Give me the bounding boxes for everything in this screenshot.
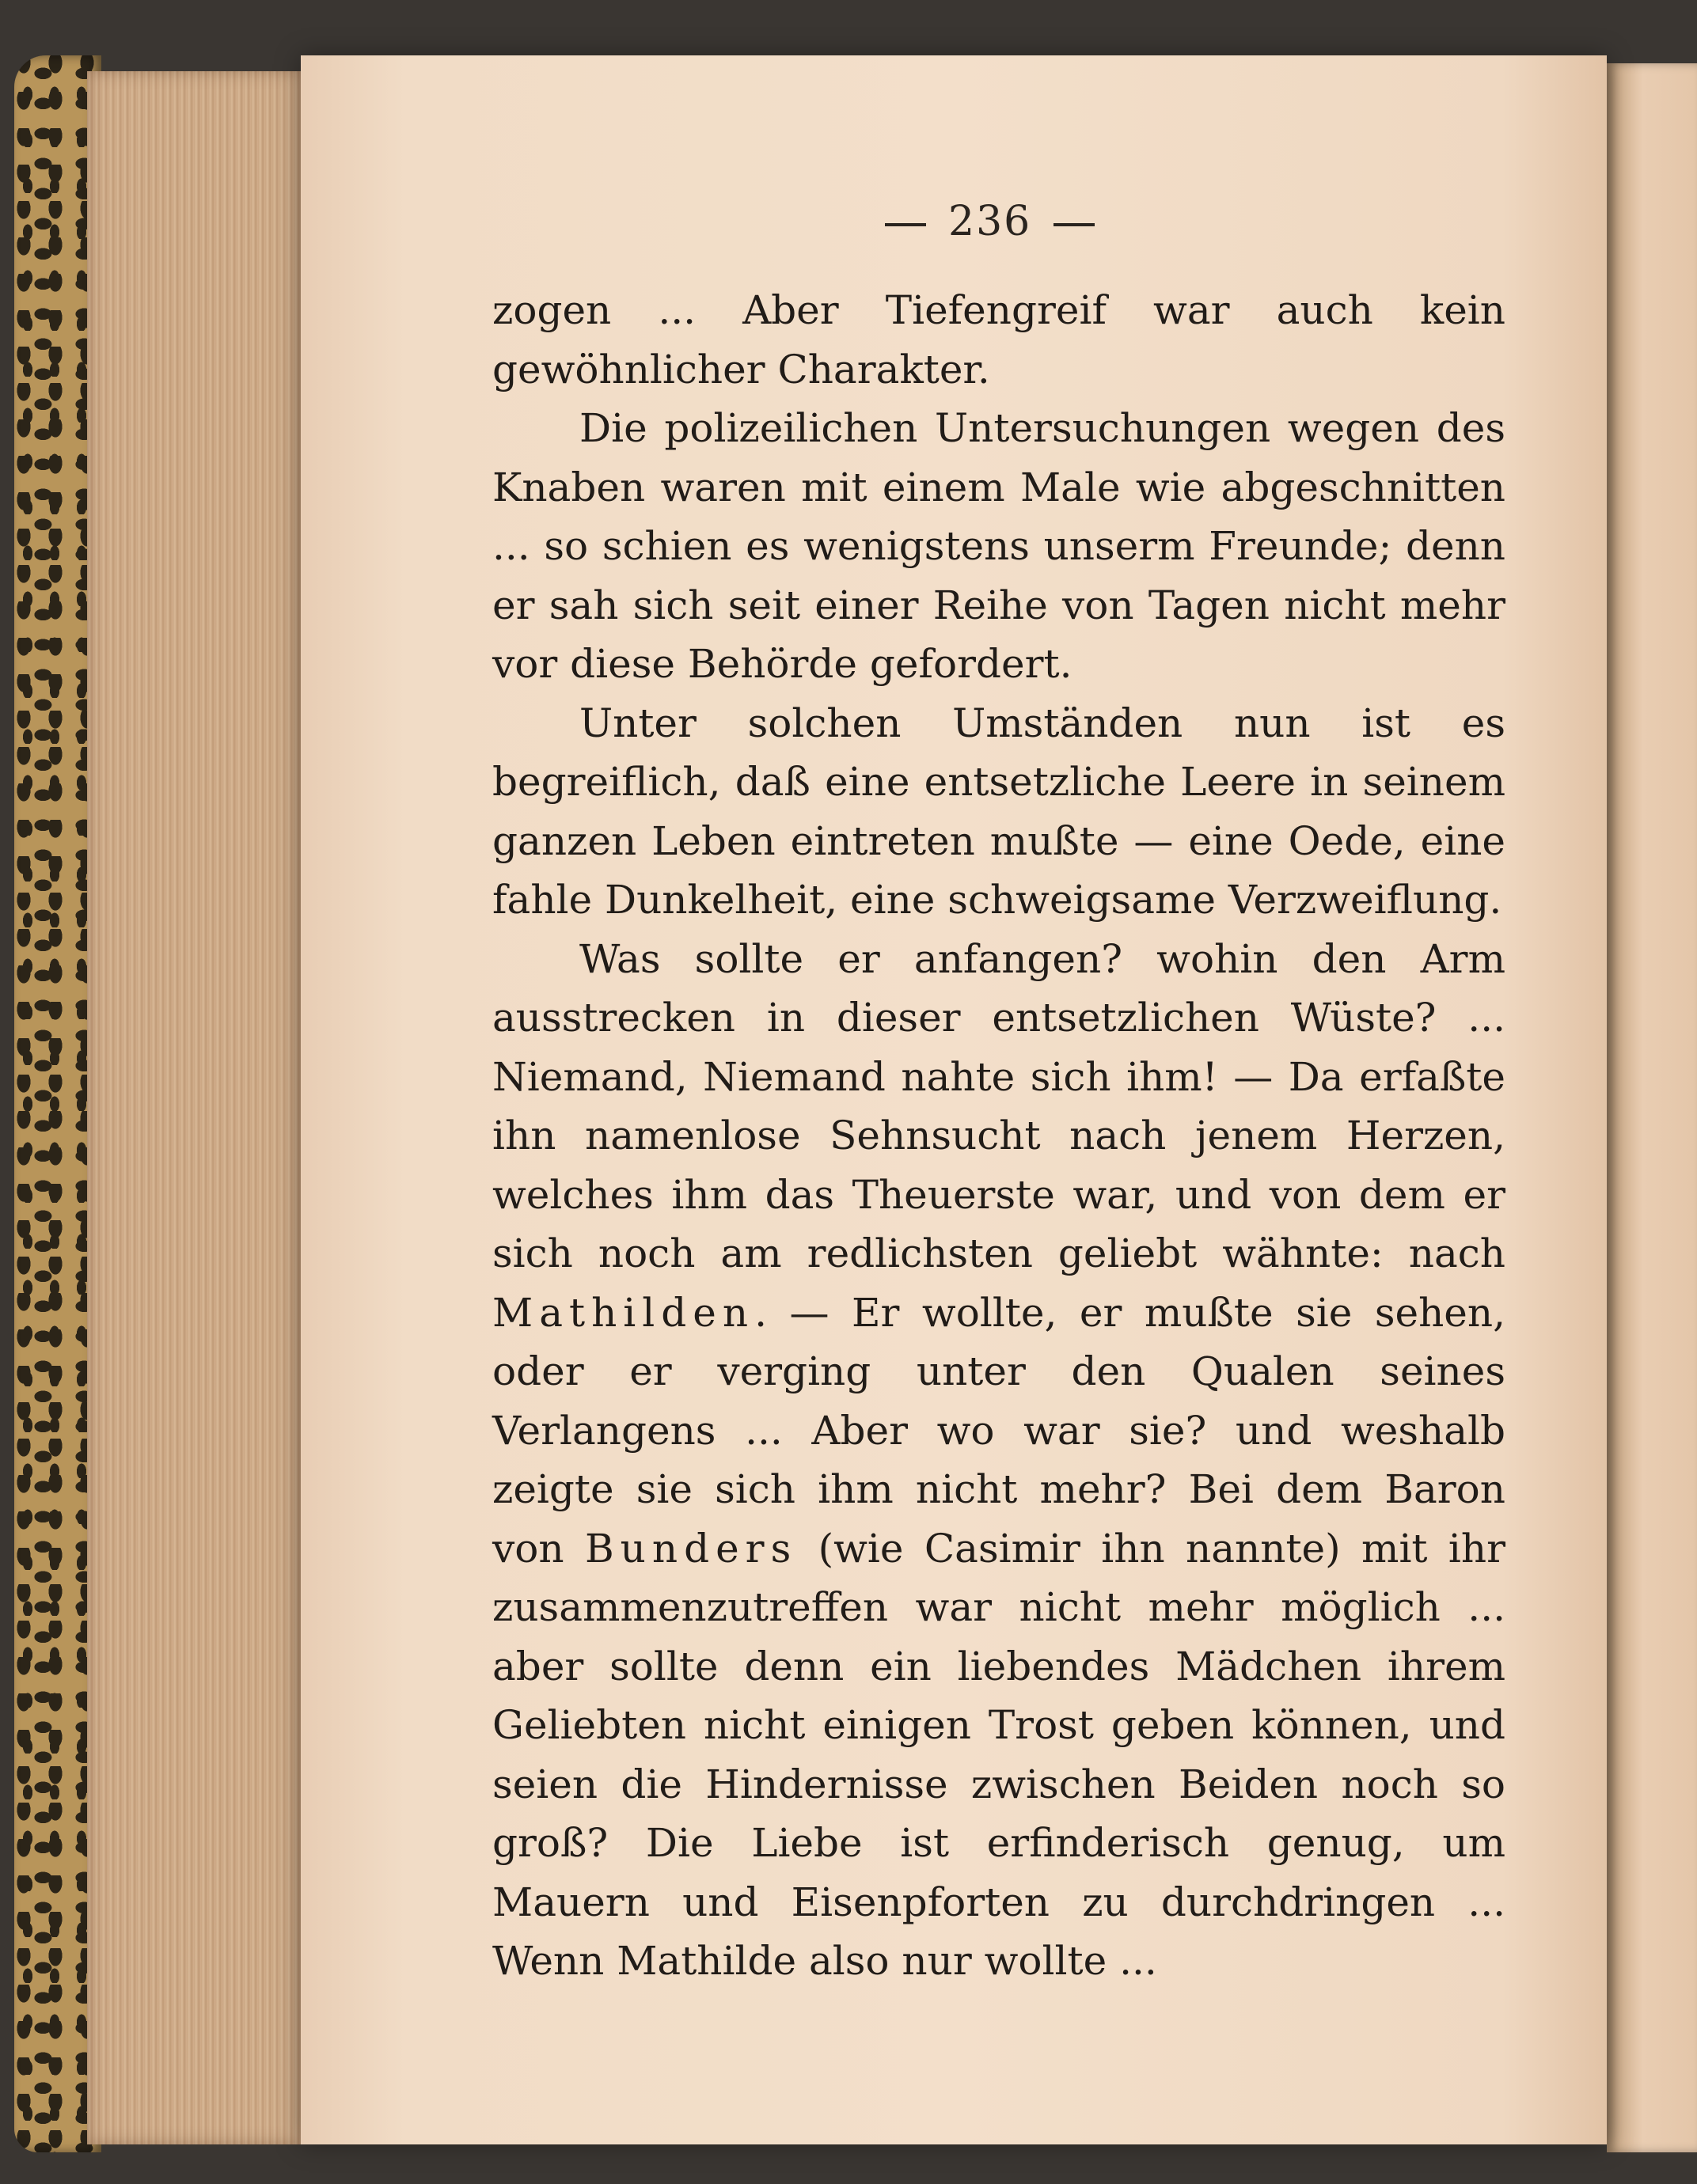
page-number: 236 (948, 198, 1032, 245)
paragraph-4: Was sollte er anfangen? wohin den Arm ausstrecken in dieser entsetzlichen Wüste? ... Niemand, Niemand nahte sich ihm! — Da erfaßte ihn namenlose Sehnsucht nach jenem Herzen, welches ihm das Theuerste war, und von dem er sich noch am redlichsten geliebt wähnte: nach Mathilden. — Er wollte, er mußte sie sehen, oder er verging unter den Qualen seines Verlangens ... Aber wo war sie? und weshalb zeigte sie sich ihm nicht mehr? Bei dem Baron von Bunders (wie Casimir ihn nannte) mit ihr zusammenzutreffen war nicht mehr möglich ... aber sollte denn ein liebendes Mädchen ihrem Geliebten nicht einigen Trost geben können, und seien die Hindernisse zwischen Beiden noch so groß? Die Liebe ist erfinderisch genug, um Mauern und Eisenpforten zu durchdringen ... Wenn Mathilde also nur wollte ... (492, 935, 1505, 1984)
spaced-name-bunders: Bunders (584, 1525, 798, 1572)
folio-dash-right (1054, 223, 1095, 226)
body-text (492, 281, 1505, 1991)
folio-dash-left (885, 223, 926, 226)
spaced-name-mathilden: Mathilden (492, 1289, 755, 1336)
page-edges (87, 71, 301, 2144)
page-number-header (863, 198, 1179, 245)
facing-page-edge (1607, 63, 1697, 2152)
paragraph-3: Unter solchen Umständen nun ist es begreiflich, daß eine entsetzliche Leere in seinem ganzen Leben eintreten mußte — eine Oede, eine fahle Dunkelheit, eine schweigsame Verzweiflung. (492, 700, 1505, 923)
paragraph-1: zogen ... Aber Tiefengreif war auch kein gewöhnlicher Charakter. (492, 287, 1505, 392)
paragraph-2: Die polizeilichen Untersuchungen wegen des Knaben waren mit einem Male wie abgeschnitten ... so schien es wenigstens unserm Freunde; denn er sah sich seit einer Reihe von Tagen nicht mehr vor diese Behörde gefordert. (492, 405, 1505, 687)
